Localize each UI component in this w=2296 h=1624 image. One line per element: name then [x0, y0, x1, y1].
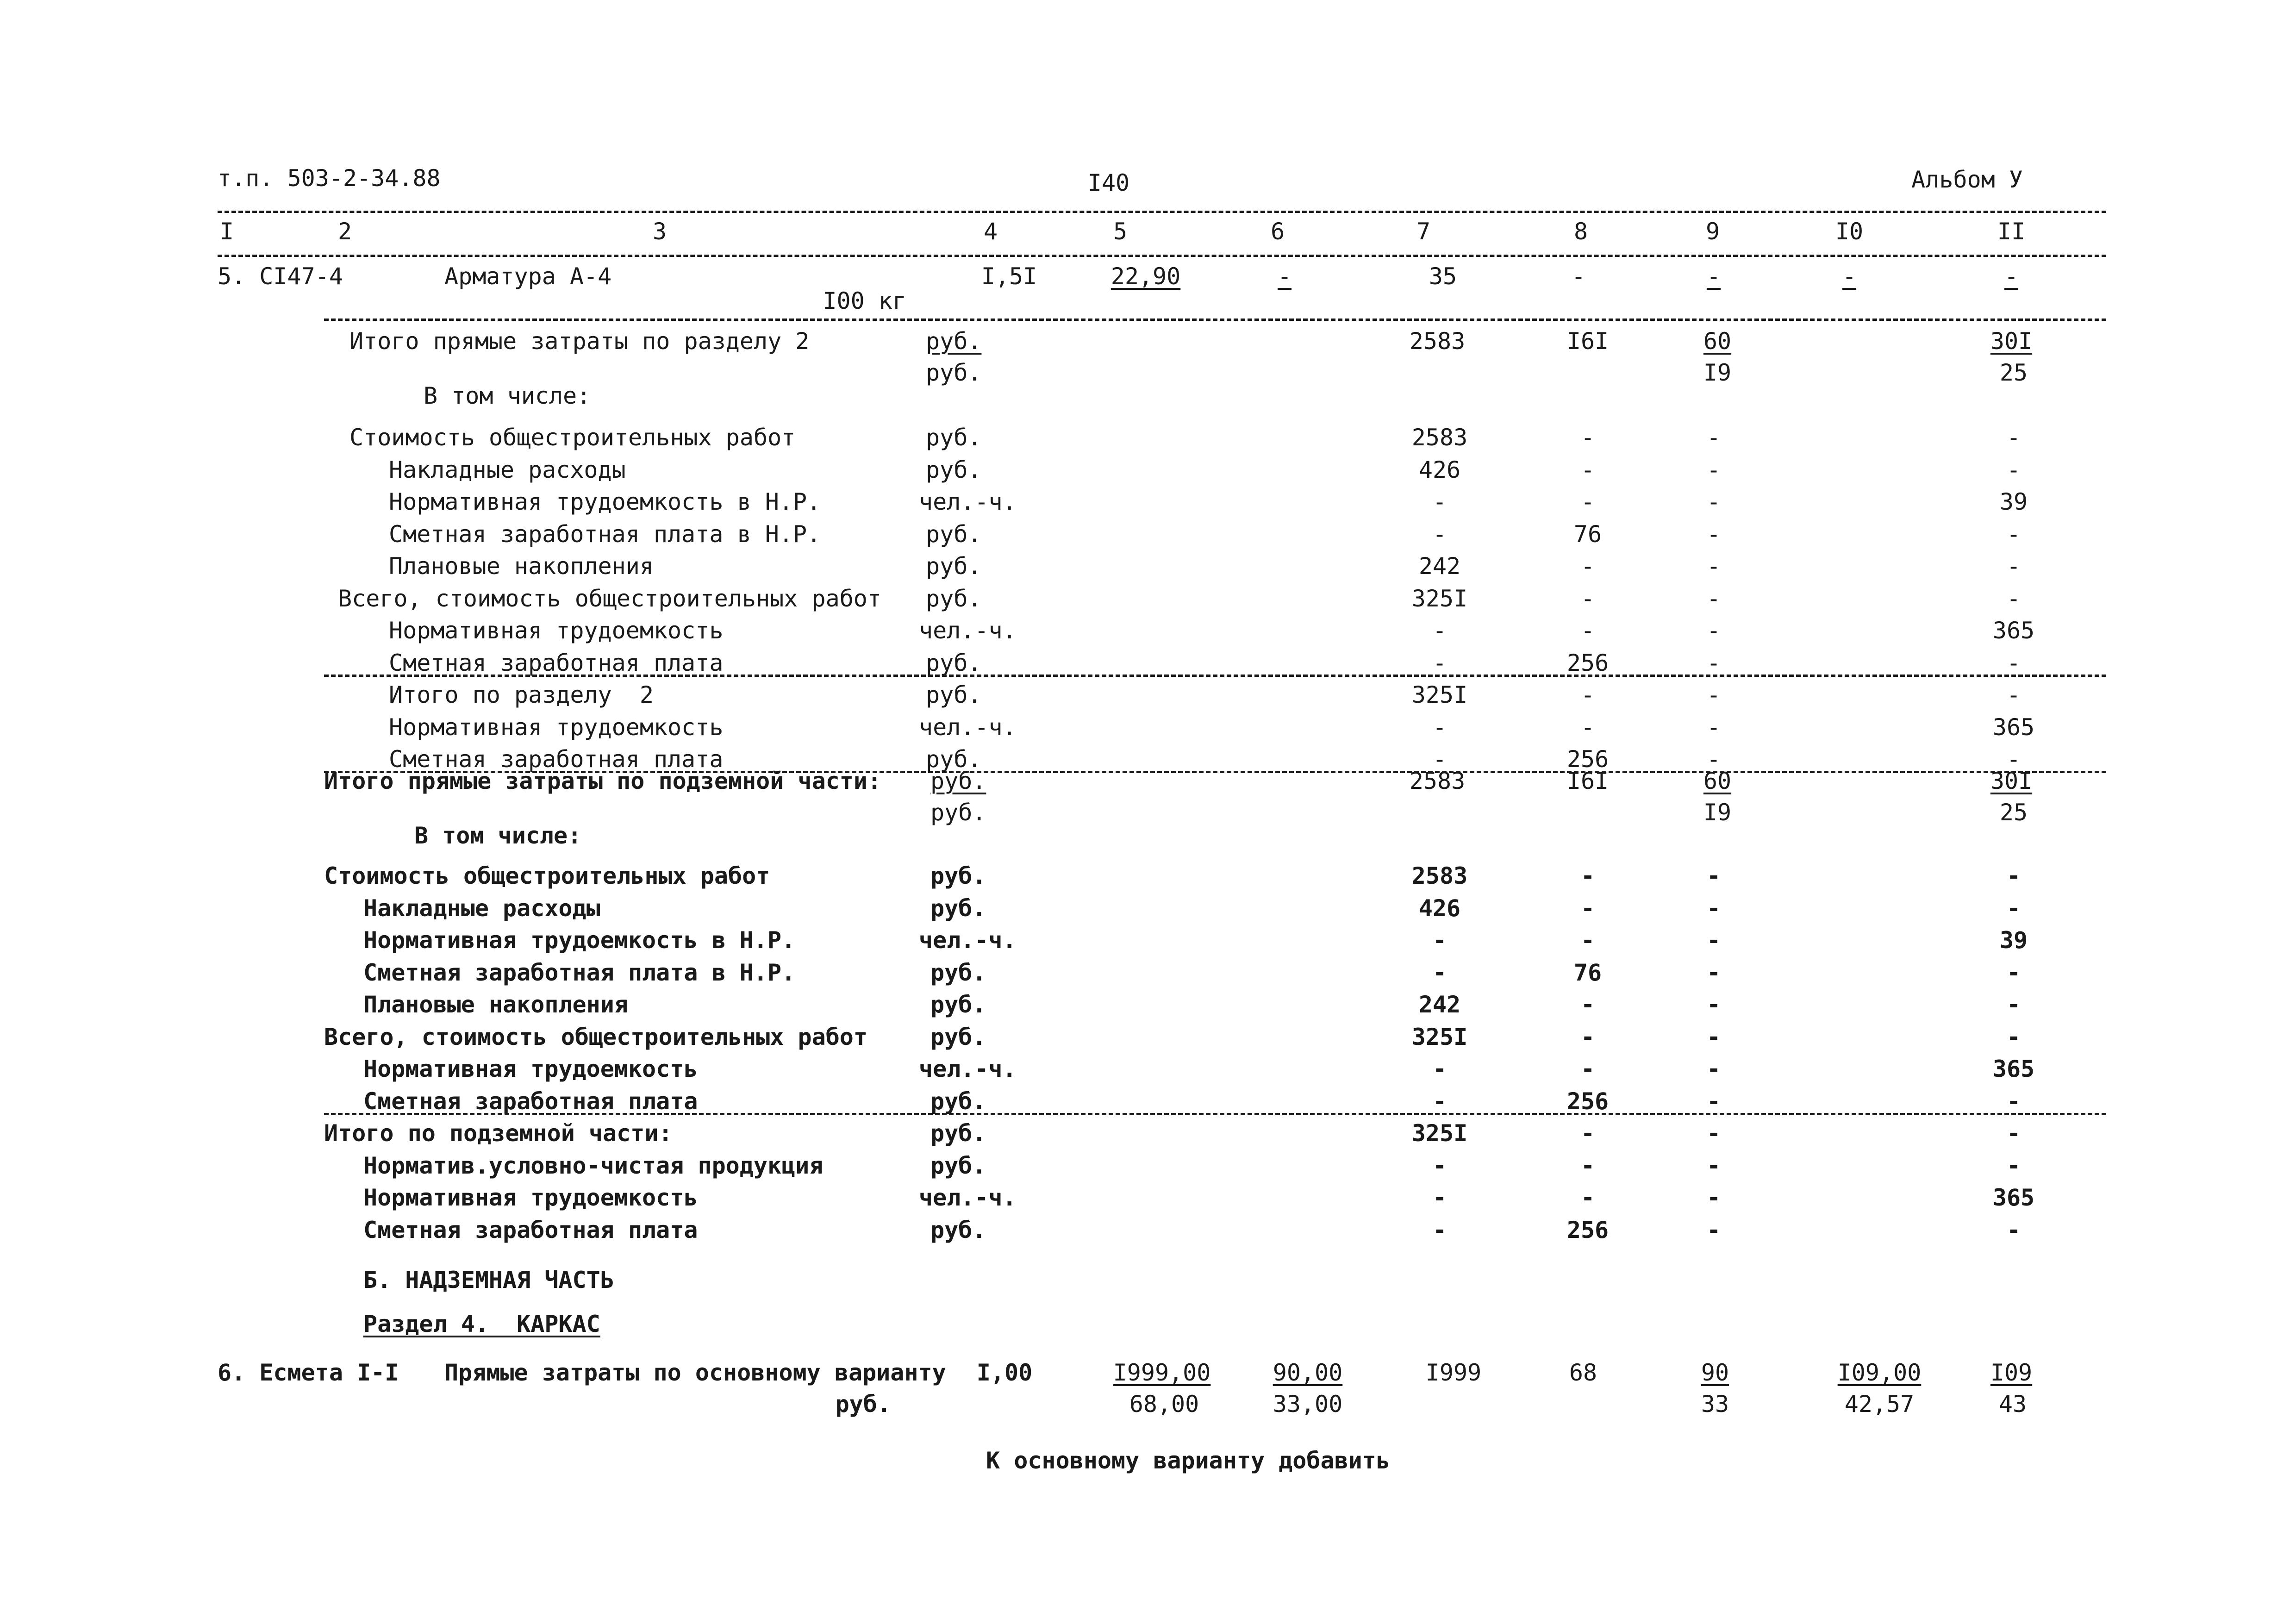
sec2-row-col9: -: [1706, 650, 1721, 676]
sec2-row-col11: -: [2006, 746, 2021, 773]
sec2-row-col7: 242: [1418, 553, 1461, 580]
sec2-row-unit: чел.-ч.: [919, 488, 1017, 515]
under-row-col8: -: [1580, 927, 1595, 954]
item6-col6-bottom: 33,00: [1273, 1391, 1343, 1418]
sec2-row-col9: -: [1706, 714, 1721, 741]
sec2-row-col9: -: [1706, 553, 1721, 580]
under-row-col9: -: [1706, 1184, 1721, 1211]
sec2-row-col11: -: [2006, 521, 2021, 548]
sec2-row-label: Плановые накопления: [389, 553, 654, 580]
col-header-11: II: [1997, 218, 2026, 245]
sec2-row-unit: руб.: [926, 746, 982, 773]
sec2-row-col9: -: [1706, 521, 1721, 548]
under-row-col11: -: [2006, 1120, 2021, 1147]
under-row-unit: руб.: [930, 1088, 986, 1115]
under-row-col9: -: [1706, 1152, 1721, 1179]
under-row-label: Нормативная трудоемкость в Н.Р.: [363, 927, 796, 954]
sec2-row-col7: -: [1432, 650, 1447, 676]
sec2-row-col11: 365: [1992, 714, 2035, 741]
under-direct-col11-top: 30I: [1990, 768, 2033, 794]
under-row-col8: 76: [1573, 959, 1602, 986]
under-row-unit: чел.-ч.: [919, 927, 1017, 954]
item5-name: Арматура А-4: [444, 263, 612, 290]
under-direct-unit: руб.: [930, 768, 986, 794]
sec2-row-col11: 365: [1992, 617, 2035, 644]
under-direct-col9-bottom: I9: [1703, 799, 1732, 826]
item6-col6-top: 90,00: [1273, 1359, 1343, 1386]
sec2-direct-unit: руб.: [926, 328, 982, 355]
under-row-col9: -: [1706, 895, 1721, 922]
under-row-col7: -: [1432, 1152, 1447, 1179]
sec2-row-col8: -: [1580, 424, 1595, 451]
sec2-row-col11: -: [2006, 456, 2021, 483]
sec2-row-col11: -: [2006, 681, 2021, 708]
under-row-unit: руб.: [930, 991, 986, 1018]
header-rule-bottom: [218, 255, 2106, 257]
item6-col10-bottom: 42,57: [1844, 1391, 1915, 1418]
item5-col7: 35: [1429, 263, 1457, 290]
sec2-row-col8: -: [1580, 553, 1595, 580]
under-row-col7: 325I: [1411, 1024, 1468, 1050]
col-header-4: 4: [983, 218, 998, 245]
under-row-col9: -: [1706, 1088, 1721, 1115]
document-code: т.п. 503-2-34.88: [218, 165, 441, 192]
item5-col6: -: [1277, 263, 1292, 290]
page-number: I40: [1087, 169, 1130, 196]
under-row-col7: 2583: [1411, 862, 1468, 889]
item6-unit: руб.: [835, 1391, 891, 1418]
sec2-row-unit: руб.: [926, 456, 982, 483]
sec2-row-label: Нормативная трудоемкость: [389, 617, 724, 644]
sec2-row-label: Всего, стоимость общестроительных работ: [338, 585, 881, 612]
under-row-label: Норматив.условно-чистая продукция: [363, 1152, 824, 1179]
sec2-row-col7: -: [1432, 617, 1447, 644]
under-row-col9: -: [1706, 1120, 1721, 1147]
sec2-row-label: Нормативная трудоемкость в Н.Р.: [389, 488, 821, 515]
under-row-unit: руб.: [930, 895, 986, 922]
under-row-col9: -: [1706, 1056, 1721, 1082]
under-row-col11: 365: [1992, 1056, 2035, 1082]
item6-col4: I,00: [976, 1359, 1033, 1386]
item6-col11-top: I09: [1990, 1359, 2033, 1386]
under-row-col8: -: [1580, 1120, 1595, 1147]
sec2-row-col7: -: [1432, 488, 1447, 515]
item5-number: 5. СI47-4: [218, 263, 343, 290]
sec2-row-col9: -: [1706, 617, 1721, 644]
under-row-col9: -: [1706, 862, 1721, 889]
sec2-row-col7: 325I: [1411, 681, 1468, 708]
sec2-row-unit: руб.: [926, 585, 982, 612]
under-row-label: Итого по подземной части:: [324, 1120, 673, 1147]
under-row-label: Накладные расходы: [363, 895, 600, 922]
under-row-col11: 39: [1999, 927, 2028, 954]
item5-col9: -: [1706, 263, 1721, 290]
under-row-col7: -: [1432, 1088, 1447, 1115]
under-row-label: Нормативная трудоемкость: [363, 1056, 698, 1082]
partB-title: Б. НАДЗЕМНАЯ ЧАСТЬ: [363, 1267, 614, 1293]
item6-col10-top: I09,00: [1837, 1359, 1922, 1386]
under-row-col7: -: [1432, 927, 1447, 954]
item5-rule: [324, 319, 2106, 321]
sec2-row-col9: -: [1706, 746, 1721, 773]
under-row-col9: -: [1706, 1024, 1721, 1050]
sec2-row-col11: -: [2006, 585, 2021, 612]
under-direct-col11-bottom: 25: [1999, 799, 2028, 826]
header-rule-top: [218, 211, 2106, 213]
under-row-unit: чел.-ч.: [919, 1056, 1017, 1082]
under-direct-col9-top: 60: [1703, 768, 1732, 794]
sec2-direct-col11-bottom: 25: [1999, 359, 2028, 386]
sec2-row-col9: -: [1706, 681, 1721, 708]
item5-col5: 22,90: [1111, 263, 1181, 290]
under-row-col9: -: [1706, 1217, 1721, 1243]
under-row-label: Всего, стоимость общестроительных работ: [324, 1024, 867, 1050]
under-row-col8: -: [1580, 895, 1595, 922]
under-row-label: Сметная заработная плата в Н.Р.: [363, 959, 796, 986]
under-row-col11: -: [2006, 959, 2021, 986]
col-header-10: I0: [1835, 218, 1864, 245]
sec2-row-col8: -: [1580, 585, 1595, 612]
sec2-row-col9: -: [1706, 456, 1721, 483]
sec2-row-label: Итого по разделу 2: [389, 681, 654, 708]
sec2-row-col8: 256: [1566, 650, 1609, 676]
under-row-label: Стоимость общестроительных работ: [324, 862, 770, 889]
sec2-row-unit: руб.: [926, 424, 982, 451]
col-header-5: 5: [1113, 218, 1128, 245]
under-row-col7: -: [1432, 1056, 1447, 1082]
under-direct-col8: I6I: [1566, 768, 1609, 794]
under-row-unit: руб.: [930, 862, 986, 889]
sec2-row-col8: 256: [1566, 746, 1609, 773]
footer-note: К основному варианту добавить: [986, 1447, 1390, 1474]
partB-section-title: Раздел 4. КАРКАС: [363, 1311, 600, 1337]
sec2-row-col8: -: [1580, 488, 1595, 515]
under-row-col11: 365: [1992, 1184, 2035, 1211]
item6-col7: I999: [1425, 1359, 1482, 1386]
under-row-col11: -: [2006, 1217, 2021, 1243]
under-row-unit: руб.: [930, 1152, 986, 1179]
under-direct-col7: 2583: [1409, 768, 1466, 794]
sec2-row-col8: 76: [1573, 521, 1602, 548]
sec2-row-col11: -: [2006, 424, 2021, 451]
sec2-subtotal-rule: [324, 675, 2106, 677]
sec2-row-col8: -: [1580, 681, 1595, 708]
sec2-row-col8: -: [1580, 617, 1595, 644]
sec2-row-label: Стоимость общестроительных работ: [349, 424, 796, 451]
under-row-col8: -: [1580, 991, 1595, 1018]
sec2-row-col11: -: [2006, 553, 2021, 580]
sec2-row-unit: руб.: [926, 553, 982, 580]
under-row-col11: -: [2006, 1024, 2021, 1050]
sec2-row-unit: чел.-ч.: [919, 714, 1017, 741]
sec2-row-col11: 39: [1999, 488, 2028, 515]
under-row-unit: руб.: [930, 1217, 986, 1243]
col-header-7: 7: [1416, 218, 1431, 245]
sec2-row-col8: -: [1580, 714, 1595, 741]
under-row-col7: 242: [1418, 991, 1461, 1018]
under-row-col7: -: [1432, 1217, 1447, 1243]
sec2-row-col7: -: [1432, 521, 1447, 548]
under-row-col9: -: [1706, 927, 1721, 954]
under-row-col8: -: [1580, 1152, 1595, 1179]
under-direct-label: Итого прямые затраты по подземной части:: [324, 768, 882, 794]
item5-col11: -: [2004, 263, 2019, 290]
under-row-col8: -: [1580, 862, 1595, 889]
under-row-label: Нормативная трудоемкость: [363, 1184, 698, 1211]
under-row-unit: руб.: [930, 959, 986, 986]
under-row-label: Плановые накопления: [363, 991, 628, 1018]
sec2-row-unit: руб.: [926, 521, 982, 548]
under-row-col9: -: [1706, 959, 1721, 986]
sec2-including-label: В том числе:: [424, 382, 591, 409]
sec2-direct-col8: I6I: [1566, 328, 1609, 355]
under-row-col8: -: [1580, 1024, 1595, 1050]
col-header-9: 9: [1705, 218, 1720, 245]
item6-col8: 68: [1569, 1359, 1597, 1386]
col-header-1: I: [219, 218, 234, 245]
col-header-6: 6: [1270, 218, 1285, 245]
item6-name: Прямые затраты по основному варианту: [444, 1359, 946, 1386]
sec2-row-col9: -: [1706, 488, 1721, 515]
under-row-col8: -: [1580, 1056, 1595, 1082]
sec2-direct-unit-2: руб.: [926, 359, 982, 386]
item5-col4: I,5I: [981, 263, 1037, 290]
sec2-row-unit: чел.-ч.: [919, 617, 1017, 644]
sec2-row-col11: -: [2006, 650, 2021, 676]
sec2-direct-col9-top: 60: [1703, 328, 1732, 355]
sec2-row-col7: -: [1432, 714, 1447, 741]
sec2-direct-col7: 2583: [1409, 328, 1466, 355]
col-header-8: 8: [1573, 218, 1588, 245]
sec2-direct-col9-bottom: I9: [1703, 359, 1732, 386]
under-row-col9: -: [1706, 991, 1721, 1018]
under-row-col8: 256: [1566, 1088, 1609, 1115]
sec2-row-col7: 426: [1418, 456, 1461, 483]
sec2-row-col9: -: [1706, 585, 1721, 612]
sec2-row-unit: руб.: [926, 650, 982, 676]
item5-col10: -: [1842, 263, 1857, 290]
under-row-col8: 256: [1566, 1217, 1609, 1243]
item6-col9-bottom: 33: [1701, 1391, 1729, 1418]
item6-col5-top: I999,00: [1113, 1359, 1211, 1386]
album-number: Альбом У: [1911, 166, 2023, 193]
under-row-col7: 426: [1418, 895, 1461, 922]
under-row-col7: -: [1432, 1184, 1447, 1211]
item6-number: 6. Есмета I-I: [218, 1359, 399, 1386]
sec2-row-col8: -: [1580, 456, 1595, 483]
under-direct-unit-2: руб.: [930, 799, 986, 826]
under-row-label: Сметная заработная плата: [363, 1088, 698, 1115]
under-including-label: В том числе:: [414, 822, 582, 849]
sec2-row-unit: руб.: [926, 681, 982, 708]
sec2-row-label: Сметная заработная плата: [389, 650, 724, 676]
sec2-row-col7: -: [1432, 746, 1447, 773]
item6-col9-top: 90: [1701, 1359, 1729, 1386]
under-row-col11: -: [2006, 1088, 2021, 1115]
under-row-unit: чел.-ч.: [919, 1184, 1017, 1211]
col-header-2: 2: [337, 218, 352, 245]
under-subtotal-rule: [324, 1113, 2106, 1115]
sec2-row-label: Накладные расходы: [389, 456, 626, 483]
sec2-row-label: Нормативная трудоемкость: [389, 714, 724, 741]
under-row-col7: -: [1432, 959, 1447, 986]
under-row-label: Сметная заработная плата: [363, 1217, 698, 1243]
under-row-col8: -: [1580, 1184, 1595, 1211]
under-row-col11: -: [2006, 991, 2021, 1018]
sec2-direct-col11-top: 30I: [1990, 328, 2033, 355]
under-row-col11: -: [2006, 895, 2021, 922]
sec2-direct-label: Итого прямые затраты по разделу 2: [349, 328, 810, 355]
sec2-row-label: Сметная заработная плата: [389, 746, 724, 773]
item6-col5-bottom: 68,00: [1129, 1391, 1199, 1418]
under-row-unit: руб.: [930, 1024, 986, 1050]
sec2-row-col7: 325I: [1411, 585, 1468, 612]
item5-unit: I00 кг: [823, 287, 906, 314]
under-row-unit: руб.: [930, 1120, 986, 1147]
col-header-3: 3: [652, 218, 667, 245]
sec2-row-label: Сметная заработная плата в Н.Р.: [389, 521, 821, 548]
sec2-row-col9: -: [1706, 424, 1721, 451]
under-row-col11: -: [2006, 862, 2021, 889]
under-row-col7: 325I: [1411, 1120, 1468, 1147]
item6-col11-bottom: 43: [1998, 1391, 2027, 1418]
sec2-row-col7: 2583: [1411, 424, 1468, 451]
under-row-col11: -: [2006, 1152, 2021, 1179]
item5-col8: -: [1571, 263, 1586, 290]
